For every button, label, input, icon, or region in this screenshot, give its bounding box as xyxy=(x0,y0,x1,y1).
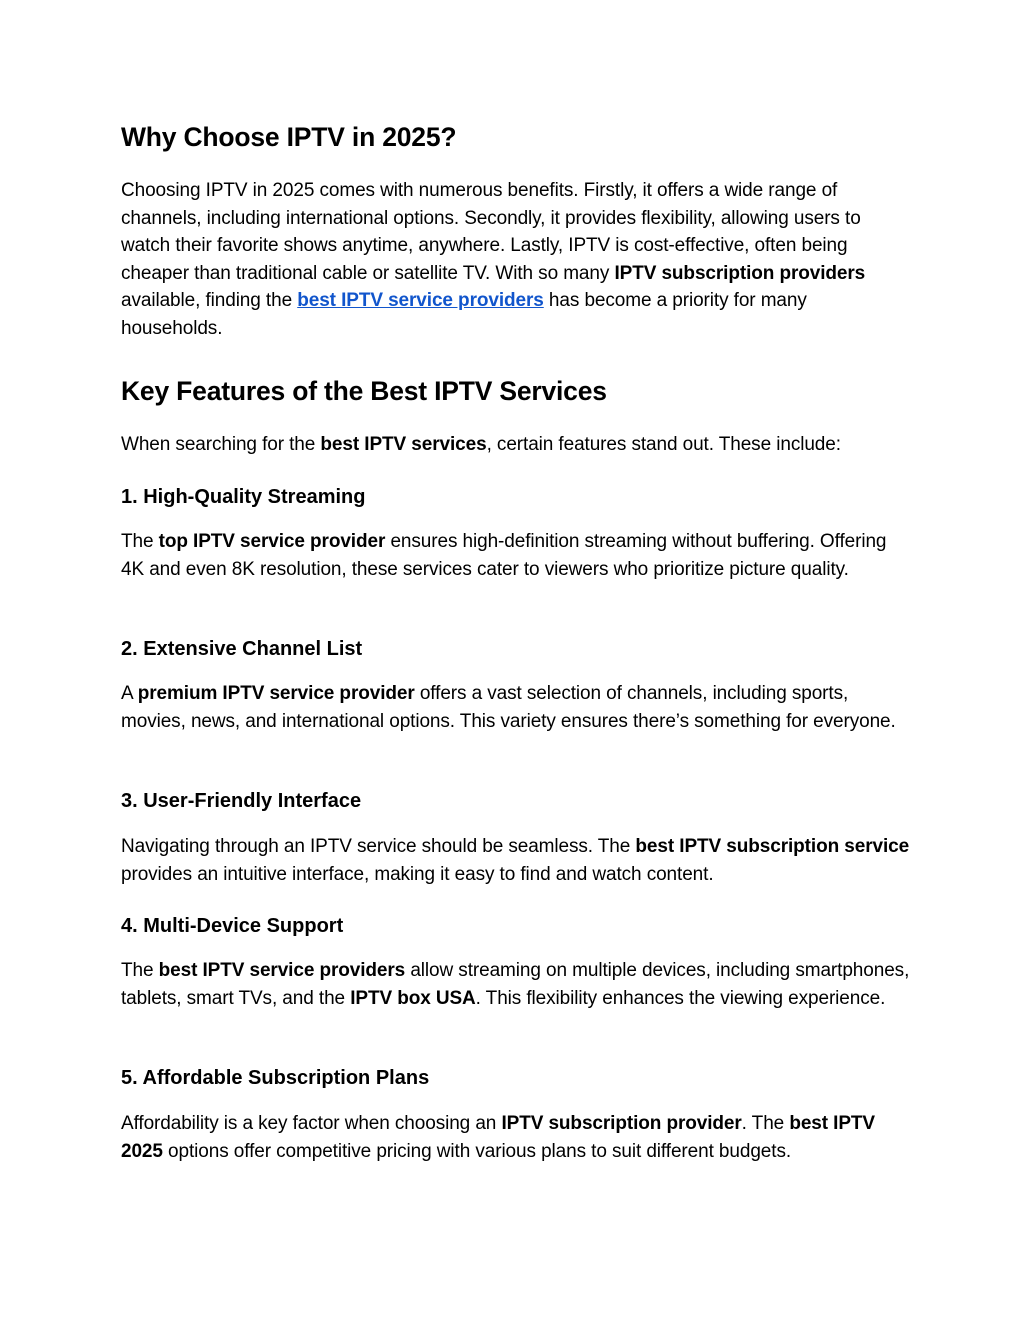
bold-phrase: top IPTV service provider xyxy=(158,531,386,552)
paragraph-feature-3 xyxy=(121,833,911,888)
text-run: The xyxy=(121,531,159,552)
text-run: Choosing IPTV in 2025 comes with numerous benefits. Firstly, it offers a wide range of channels, including international options. Secondly, it provides flexibility, allowing users to watch their favorite shows anytime, anywhere. Lastly, IPTV is cost-effective, often being cheaper than traditional cable or satellite TV. With so many xyxy=(121,180,861,284)
paragraph-why-choose xyxy=(121,177,911,343)
paragraph-key-features-intro xyxy=(121,431,911,459)
bold-phrase: IPTV subscription providers xyxy=(614,262,866,284)
text-run: The xyxy=(121,960,159,981)
text-run: offers a vast selection of channels, including sports, movies, news, and international options. This variety ensures there’s something for everyone. xyxy=(121,683,896,732)
text-run: A xyxy=(121,683,138,704)
paragraph-feature-5 xyxy=(121,1110,911,1165)
text-run: has become a priority for many households. xyxy=(121,290,807,339)
bold-phrase: best IPTV service providers xyxy=(158,960,406,981)
paragraph-feature-1 xyxy=(121,528,911,583)
bold-phrase: premium IPTV service provider xyxy=(137,683,415,704)
heading-feature-5: 5. Affordable Subscription Plans xyxy=(121,1067,430,1089)
text-run: allow streaming on multiple devices, including smartphones, tablets, smart TVs, and the xyxy=(121,960,910,1009)
heading-feature-4: 4. Multi-Device Support xyxy=(121,915,344,937)
text-run: . The xyxy=(741,1113,790,1134)
bold-phrase: best IPTV 2025 xyxy=(121,1113,875,1162)
text-run: ensures high-definition streaming without buffering. Offering 4K and even 8K resolution, these services cater to viewers who prioritize picture quality. xyxy=(121,531,887,580)
bold-phrase: best IPTV subscription service xyxy=(635,836,910,857)
bold-phrase: IPTV subscription provider xyxy=(501,1113,742,1134)
text-run: , certain features stand out. These include: xyxy=(486,434,841,455)
text-run: . This flexibility enhances the viewing experience. xyxy=(475,987,886,1009)
bold-phrase: best IPTV services xyxy=(320,434,487,455)
heading-feature-2: 2. Extensive Channel List xyxy=(121,638,363,660)
text-run: options offer competitive pricing with various plans to suit different budgets. xyxy=(162,1140,792,1162)
text-run: available, finding the xyxy=(121,290,298,312)
best-iptv-providers-link[interactable]: best IPTV service providers xyxy=(297,290,544,312)
text-run: Affordability is a key factor when choosing an xyxy=(121,1113,502,1134)
bold-phrase: IPTV box USA xyxy=(350,987,476,1009)
paragraph-feature-2 xyxy=(121,680,911,735)
text-run: provides an intuitive interface, making it easy to find and watch content. xyxy=(121,863,714,885)
heading-key-features: Key Features of the Best IPTV Services xyxy=(121,376,607,406)
heading-feature-1: 1. High-Quality Streaming xyxy=(121,486,366,508)
heading-why-choose-iptv: Why Choose IPTV in 2025? xyxy=(121,122,457,152)
text-run: When searching for the xyxy=(121,434,321,455)
heading-feature-3: 3. User-Friendly Interface xyxy=(121,790,362,812)
paragraph-feature-4 xyxy=(121,957,911,1012)
text-run: Navigating through an IPTV service should be seamless. The xyxy=(121,836,636,857)
